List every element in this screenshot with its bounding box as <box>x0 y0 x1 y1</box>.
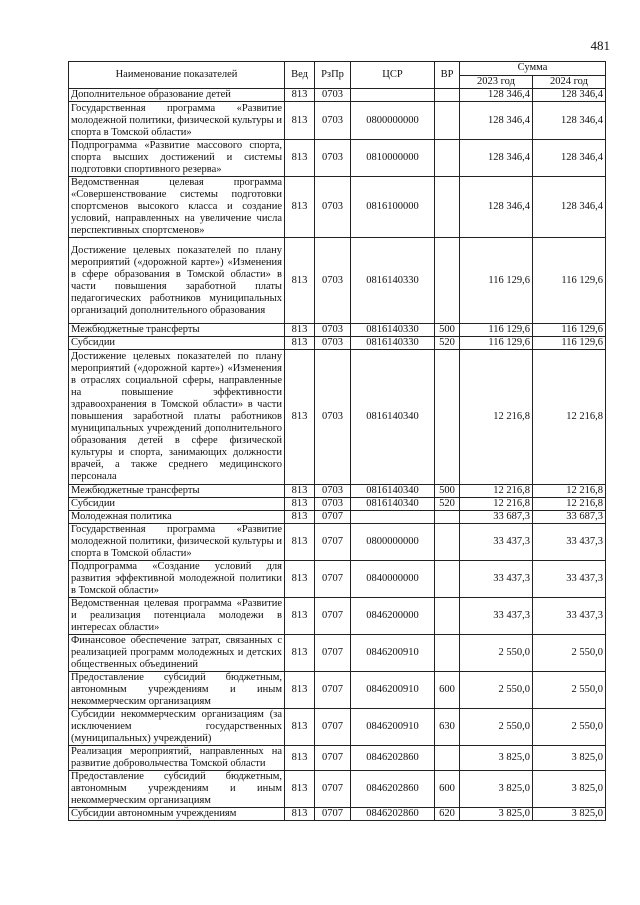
row-sum-2023: 3 825,0 <box>460 808 533 821</box>
row-ved: 813 <box>285 561 315 598</box>
row-rzpr: 0703 <box>315 177 351 238</box>
row-rzpr: 0703 <box>315 485 351 498</box>
row-ved: 813 <box>285 808 315 821</box>
row-rzpr: 0707 <box>315 635 351 672</box>
row-sum-2024: 33 687,3 <box>533 511 606 524</box>
row-name: Подпрограмма «Создание условий для развития эффективной молодежной политики в Томской области» <box>69 561 285 598</box>
row-sum-2024: 128 346,4 <box>533 140 606 177</box>
row-sum-2023: 2 550,0 <box>460 635 533 672</box>
table-row <box>69 89 606 102</box>
row-sum-2023: 12 216,8 <box>460 350 533 485</box>
row-sum-2024: 128 346,4 <box>533 177 606 238</box>
row-vr: 500 <box>435 324 460 337</box>
row-name: Ведомственная целевая программа «Совершенствование системы подготовки спортсменов высокого класса и создание условий, направленных на увеличение числа перспективных спортсменов» <box>69 177 285 238</box>
row-name: Предоставление субсидий бюджетным, автономным учреждениям и иным некоммерческим организациям <box>69 771 285 808</box>
row-vr: 520 <box>435 337 460 350</box>
row-sum-2023: 128 346,4 <box>460 140 533 177</box>
row-sum-2024: 12 216,8 <box>533 485 606 498</box>
table-row <box>69 808 606 821</box>
table-row <box>69 635 606 672</box>
row-sum-2024: 3 825,0 <box>533 771 606 808</box>
row-sum-2023: 33 437,3 <box>460 598 533 635</box>
row-sum-2024: 33 437,3 <box>533 561 606 598</box>
header-year-2023: 2023 год <box>460 75 533 89</box>
row-name: Достижение целевых показателей по плану мероприятий («дорожной карте») «Изменения в отраслях социальной сферы, направленные на повышение эффективности здравоохранения в Томской области» в части повышения заработной платы работников муниципальных учреждений дополнительного образования детей в сфере физической культуры и спорта, занимающих должности врачей, а также среднего медицинского персонала <box>69 350 285 485</box>
row-csr: 0840000000 <box>351 561 435 598</box>
row-sum-2023: 33 437,3 <box>460 524 533 561</box>
row-ved: 813 <box>285 672 315 709</box>
row-sum-2023: 116 129,6 <box>460 324 533 337</box>
row-csr <box>351 511 435 524</box>
row-vr <box>435 746 460 771</box>
row-rzpr: 0703 <box>315 238 351 324</box>
row-csr: 0846202860 <box>351 771 435 808</box>
row-csr: 0816140340 <box>351 485 435 498</box>
row-ved: 813 <box>285 140 315 177</box>
row-sum-2024: 116 129,6 <box>533 324 606 337</box>
row-vr: 500 <box>435 485 460 498</box>
row-name: Межбюджетные трансферты <box>69 485 285 498</box>
header-ved: Вед <box>285 62 315 89</box>
row-rzpr: 0707 <box>315 511 351 524</box>
row-csr: 0816100000 <box>351 177 435 238</box>
row-sum-2023: 128 346,4 <box>460 177 533 238</box>
row-csr: 0816140330 <box>351 324 435 337</box>
row-vr: 600 <box>435 672 460 709</box>
row-vr <box>435 102 460 140</box>
table-row <box>69 177 606 238</box>
row-csr: 0816140340 <box>351 498 435 511</box>
table-body <box>69 89 606 821</box>
row-name: Субсидии некоммерческим организациям (за исключением государственных (муниципальных) учреждений) <box>69 709 285 746</box>
row-sum-2023: 33 437,3 <box>460 561 533 598</box>
row-rzpr: 0703 <box>315 140 351 177</box>
row-rzpr: 0707 <box>315 598 351 635</box>
row-csr: 0846200000 <box>351 598 435 635</box>
table-row <box>69 140 606 177</box>
row-ved: 813 <box>285 350 315 485</box>
row-vr <box>435 350 460 485</box>
header-rzpr: РзПр <box>315 62 351 89</box>
row-sum-2023: 12 216,8 <box>460 485 533 498</box>
row-rzpr: 0707 <box>315 771 351 808</box>
row-sum-2024: 2 550,0 <box>533 709 606 746</box>
table-row <box>69 350 606 485</box>
table-row <box>69 524 606 561</box>
row-name: Дополнительное образование детей <box>69 89 285 102</box>
table-row <box>69 746 606 771</box>
table-row <box>69 498 606 511</box>
row-csr: 0846200910 <box>351 672 435 709</box>
row-vr <box>435 561 460 598</box>
table-row <box>69 672 606 709</box>
row-csr: 0810000000 <box>351 140 435 177</box>
header-sum: Сумма <box>460 62 606 76</box>
table-row <box>69 598 606 635</box>
row-name: Финансовое обеспечение затрат, связанных с реализацией программ молодежных и детских общественных объединений <box>69 635 285 672</box>
row-sum-2023: 116 129,6 <box>460 238 533 324</box>
row-sum-2024: 116 129,6 <box>533 337 606 350</box>
row-csr: 0800000000 <box>351 102 435 140</box>
row-sum-2024: 33 437,3 <box>533 598 606 635</box>
row-vr: 630 <box>435 709 460 746</box>
row-sum-2024: 33 437,3 <box>533 524 606 561</box>
row-sum-2023: 33 687,3 <box>460 511 533 524</box>
row-name: Субсидии автономным учреждениям <box>69 808 285 821</box>
table-row <box>69 485 606 498</box>
row-sum-2023: 12 216,8 <box>460 498 533 511</box>
row-vr <box>435 511 460 524</box>
row-sum-2024: 116 129,6 <box>533 238 606 324</box>
row-ved: 813 <box>285 511 315 524</box>
row-name: Достижение целевых показателей по плану мероприятий («дорожной карте») «Изменения в сфере образования в Томской области» в части повышения заработной платы педагогических работников муниципальных организаций дополнительного образования <box>69 238 285 324</box>
table-row <box>69 324 606 337</box>
row-ved: 813 <box>285 498 315 511</box>
header-vr: ВР <box>435 62 460 89</box>
row-name: Субсидии <box>69 498 285 511</box>
header-name: Наименование показателей <box>69 62 285 89</box>
budget-table <box>68 61 606 821</box>
row-sum-2023: 3 825,0 <box>460 746 533 771</box>
row-csr <box>351 89 435 102</box>
row-ved: 813 <box>285 598 315 635</box>
row-name: Предоставление субсидий бюджетным, автономным учреждениям и иным некоммерческим организациям <box>69 672 285 709</box>
row-rzpr: 0707 <box>315 808 351 821</box>
header-year-2024: 2024 год <box>533 75 606 89</box>
row-csr: 0816140330 <box>351 337 435 350</box>
row-vr <box>435 140 460 177</box>
row-sum-2024: 2 550,0 <box>533 672 606 709</box>
row-ved: 813 <box>285 177 315 238</box>
row-csr: 0846202860 <box>351 808 435 821</box>
row-sum-2023: 3 825,0 <box>460 771 533 808</box>
row-vr: 520 <box>435 498 460 511</box>
row-rzpr: 0707 <box>315 672 351 709</box>
row-ved: 813 <box>285 337 315 350</box>
header-csr: ЦСР <box>351 62 435 89</box>
row-sum-2024: 2 550,0 <box>533 635 606 672</box>
table-row <box>69 561 606 598</box>
row-rzpr: 0703 <box>315 89 351 102</box>
row-vr <box>435 89 460 102</box>
row-name: Реализация мероприятий, направленных на развитие добровольчества Томской области <box>69 746 285 771</box>
row-vr <box>435 238 460 324</box>
row-sum-2023: 2 550,0 <box>460 672 533 709</box>
row-rzpr: 0707 <box>315 524 351 561</box>
row-sum-2023: 116 129,6 <box>460 337 533 350</box>
row-sum-2024: 3 825,0 <box>533 808 606 821</box>
row-name: Подпрограмма «Развитие массового спорта, спорта высших достижений и системы подготовки спортивного резерва» <box>69 140 285 177</box>
row-csr: 0816140340 <box>351 350 435 485</box>
row-vr: 600 <box>435 771 460 808</box>
row-ved: 813 <box>285 771 315 808</box>
row-rzpr: 0707 <box>315 746 351 771</box>
row-csr: 0846200910 <box>351 709 435 746</box>
row-ved: 813 <box>285 635 315 672</box>
row-name: Субсидии <box>69 337 285 350</box>
row-vr <box>435 524 460 561</box>
row-name: Межбюджетные трансферты <box>69 324 285 337</box>
row-ved: 813 <box>285 89 315 102</box>
row-name: Государственная программа «Развитие молодежной политики, физической культуры и спорта в Томской области» <box>69 102 285 140</box>
row-vr <box>435 635 460 672</box>
row-sum-2024: 12 216,8 <box>533 498 606 511</box>
row-csr: 0846200910 <box>351 635 435 672</box>
table-row <box>69 337 606 350</box>
row-name: Ведомственная целевая программа «Развитие и реализация потенциала молодежи в интересах области» <box>69 598 285 635</box>
row-ved: 813 <box>285 709 315 746</box>
row-name: Молодежная политика <box>69 511 285 524</box>
table-row <box>69 771 606 808</box>
row-ved: 813 <box>285 102 315 140</box>
row-rzpr: 0703 <box>315 324 351 337</box>
table-row <box>69 102 606 140</box>
row-sum-2023: 128 346,4 <box>460 89 533 102</box>
table-row <box>69 238 606 324</box>
row-ved: 813 <box>285 238 315 324</box>
row-rzpr: 0707 <box>315 561 351 598</box>
row-rzpr: 0703 <box>315 102 351 140</box>
table-row <box>69 709 606 746</box>
row-sum-2024: 3 825,0 <box>533 746 606 771</box>
page-number: 481 <box>590 38 610 53</box>
row-ved: 813 <box>285 524 315 561</box>
row-rzpr: 0707 <box>315 709 351 746</box>
row-sum-2023: 128 346,4 <box>460 102 533 140</box>
row-vr <box>435 177 460 238</box>
row-sum-2023: 2 550,0 <box>460 709 533 746</box>
row-csr: 0846202860 <box>351 746 435 771</box>
table-row <box>69 511 606 524</box>
row-sum-2024: 128 346,4 <box>533 102 606 140</box>
row-sum-2024: 12 216,8 <box>533 350 606 485</box>
row-ved: 813 <box>285 746 315 771</box>
row-csr: 0816140330 <box>351 238 435 324</box>
row-rzpr: 0703 <box>315 498 351 511</box>
row-sum-2024: 128 346,4 <box>533 89 606 102</box>
row-ved: 813 <box>285 485 315 498</box>
row-rzpr: 0703 <box>315 337 351 350</box>
row-vr <box>435 598 460 635</box>
row-rzpr: 0703 <box>315 350 351 485</box>
row-csr: 0800000000 <box>351 524 435 561</box>
row-ved: 813 <box>285 324 315 337</box>
row-name: Государственная программа «Развитие молодежной политики, физической культуры и спорта в Томской области» <box>69 524 285 561</box>
row-vr: 620 <box>435 808 460 821</box>
